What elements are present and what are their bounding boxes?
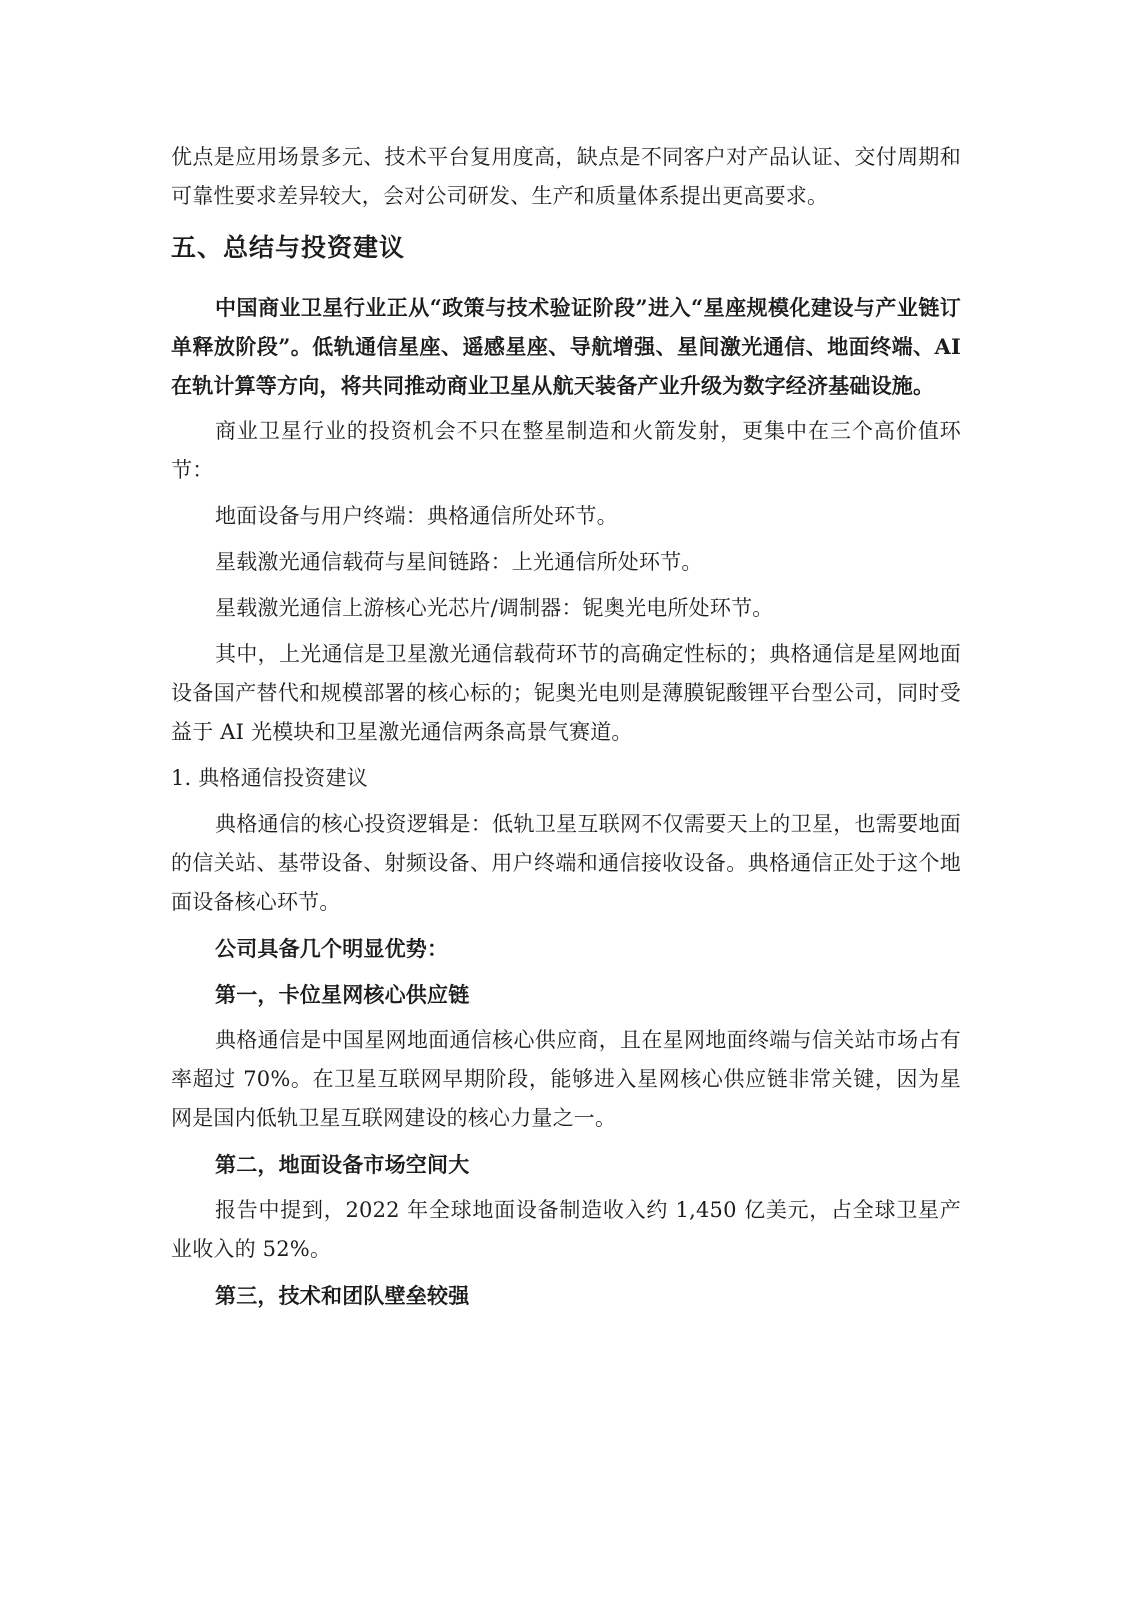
logic-paragraph: 典格通信的核心投资逻辑是：低轨卫星互联网不仅需要天上的卫星，也需要地面的信关站、基带设备、射频设备、用户终端和通信接收设备。典格通信正处于这个地面设备核心环节。 <box>171 812 961 914</box>
segment-item-laser-payload: 星载激光通信载荷与星间链路：上光通信所处环节。 <box>215 550 703 574</box>
advantage-2-heading: 第二，地面设备市场空间大 <box>215 1152 470 1177</box>
intro-paragraph: 优点是应用场景多元、技术平台复用度高，缺点是不同客户对产品认证、交付周期和可靠性要求差异较大，会对公司研发、生产和质量体系提出更高要求。 <box>171 145 961 208</box>
advantage-1-text: 典格通信是中国星网地面通信核心供应商，且在星网地面终端与信关站市场占有率超过 70%。在卫星互联网早期阶段，能够进入星网核心供应链非常关键，因为星网是国内低轨卫星互联网建设的核心力量之一。 <box>171 1028 961 1130</box>
advantage-1-heading: 第一，卡位星网核心供应链 <box>215 982 470 1007</box>
advantage-3-heading: 第三，技术和团队壁垒较强 <box>215 1283 470 1308</box>
opportunity-paragraph: 商业卫星行业的投资机会不只在整星制造和火箭发射，更集中在三个高价值环节： <box>171 419 961 482</box>
document-body <box>171 138 961 1322</box>
advantages-heading: 公司具备几个明显优势： <box>215 936 449 961</box>
advantage-2-text: 报告中提到，2022 年全球地面设备制造收入约 1,450 亿美元，占全球卫星产业收入的 52%。 <box>171 1198 961 1261</box>
sub-heading-dingge: 1. 典格通信投资建议 <box>171 766 368 790</box>
segment-item-optical-chip: 星载激光通信上游核心光芯片/调制器：铌奥光电所处环节。 <box>215 596 774 620</box>
summary-paragraph: 中国商业卫星行业正从“政策与技术验证阶段”进入“星座规模化建设与产业链订单释放阶段”。低轨通信星座、遥感星座、导航增强、星间激光通信、地面终端、AI 在轨计算等方向，将共同推动商业卫星从航天装备产业升级为数字经济基础设施。 <box>171 295 961 398</box>
section-heading: 五、总结与投资建议 <box>171 233 406 262</box>
segment-item-ground-equipment: 地面设备与用户终端：典格通信所处环节。 <box>215 504 618 528</box>
comparison-paragraph: 其中，上光通信是卫星激光通信载荷环节的高确定性标的；典格通信是星网地面设备国产替代和规模部署的核心标的；铌奥光电则是薄膜铌酸锂平台型公司，同时受益于 AI 光模块和卫星激光通信两条高景气赛道。 <box>171 642 961 744</box>
